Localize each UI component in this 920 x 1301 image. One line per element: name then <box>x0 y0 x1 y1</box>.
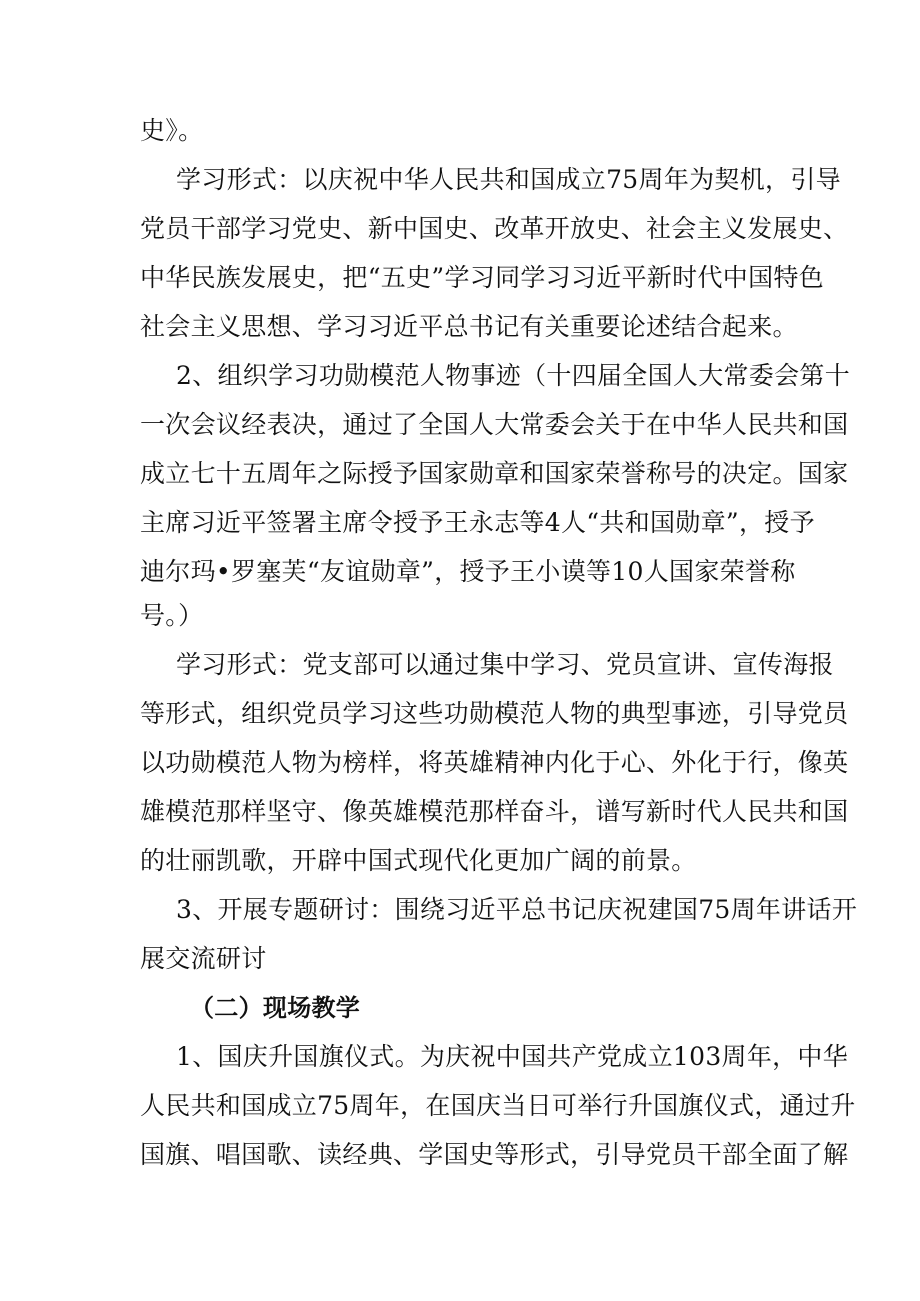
text-line: 一次会议经表决，通过了全国人大常委会关于在中华人民共和国 <box>140 410 849 439</box>
text-line: 史》。 <box>140 116 204 145</box>
text-line: 雄模范那样坚守、像英雄模范那样奋斗，谱写新时代人民共和国 <box>140 797 849 826</box>
list-item-3-first-line: 3、开展专题研讨：围绕习近平总书记庆祝建国75周年讲话开 <box>176 895 858 924</box>
text-line: 以功勋模范人物为榜样，将英雄精神内化于心、外化于行，像英 <box>140 748 849 777</box>
list-item-1-first-line: 1、国庆升国旗仪式。为庆祝中国共产党成立103周年，中华 <box>176 1042 849 1071</box>
text-line: 等形式，组织党员学习这些功勋模范人物的典型事迹，引导党员 <box>140 699 849 728</box>
text-line: 号。） <box>140 601 204 630</box>
text-line: 国旗、唱国歌、读经典、学国史等形式，引导党员干部全面了解 <box>140 1140 849 1169</box>
text-line: 迪尔玛•罗塞芙“友谊勋章”，授予王小谟等10人国家荣誉称 <box>140 557 796 586</box>
text-line: 人民共和国成立75周年，在国庆当日可举行升国旗仪式，通过升 <box>140 1091 856 1120</box>
section-heading: （二）现场教学 <box>190 994 361 1022</box>
text-line: 社会主义思想、学习习近平总书记有关重要论述结合起来。 <box>140 312 798 341</box>
text-line: 主席习近平签署主席令授予王永志等4人“共和国勋章”，授予 <box>140 508 815 537</box>
paragraph-first-line: 学习形式：党支部可以通过集中学习、党员宣讲、宣传海报 <box>176 650 834 679</box>
text-line: 党员干部学习党史、新中国史、改革开放史、社会主义发展史、 <box>140 214 849 243</box>
text-line: 中华民族发展史，把“五史”学习同学习习近平新时代中国特色 <box>140 263 824 292</box>
text-line: 成立七十五周年之际授予国家勋章和国家荣誉称号的决定。国家 <box>140 459 849 488</box>
paragraph-first-line: 学习形式：以庆祝中华人民共和国成立75周年为契机，引导 <box>176 165 841 194</box>
text-line: 的壮丽凯歌，开辟中国式现代化更加广阔的前景。 <box>140 846 697 875</box>
list-item-2-first-line: 2、组织学习功勋模范人物事迹（十四届全国人大常委会第十 <box>176 361 851 390</box>
text-line: 展交流研讨 <box>140 944 267 973</box>
